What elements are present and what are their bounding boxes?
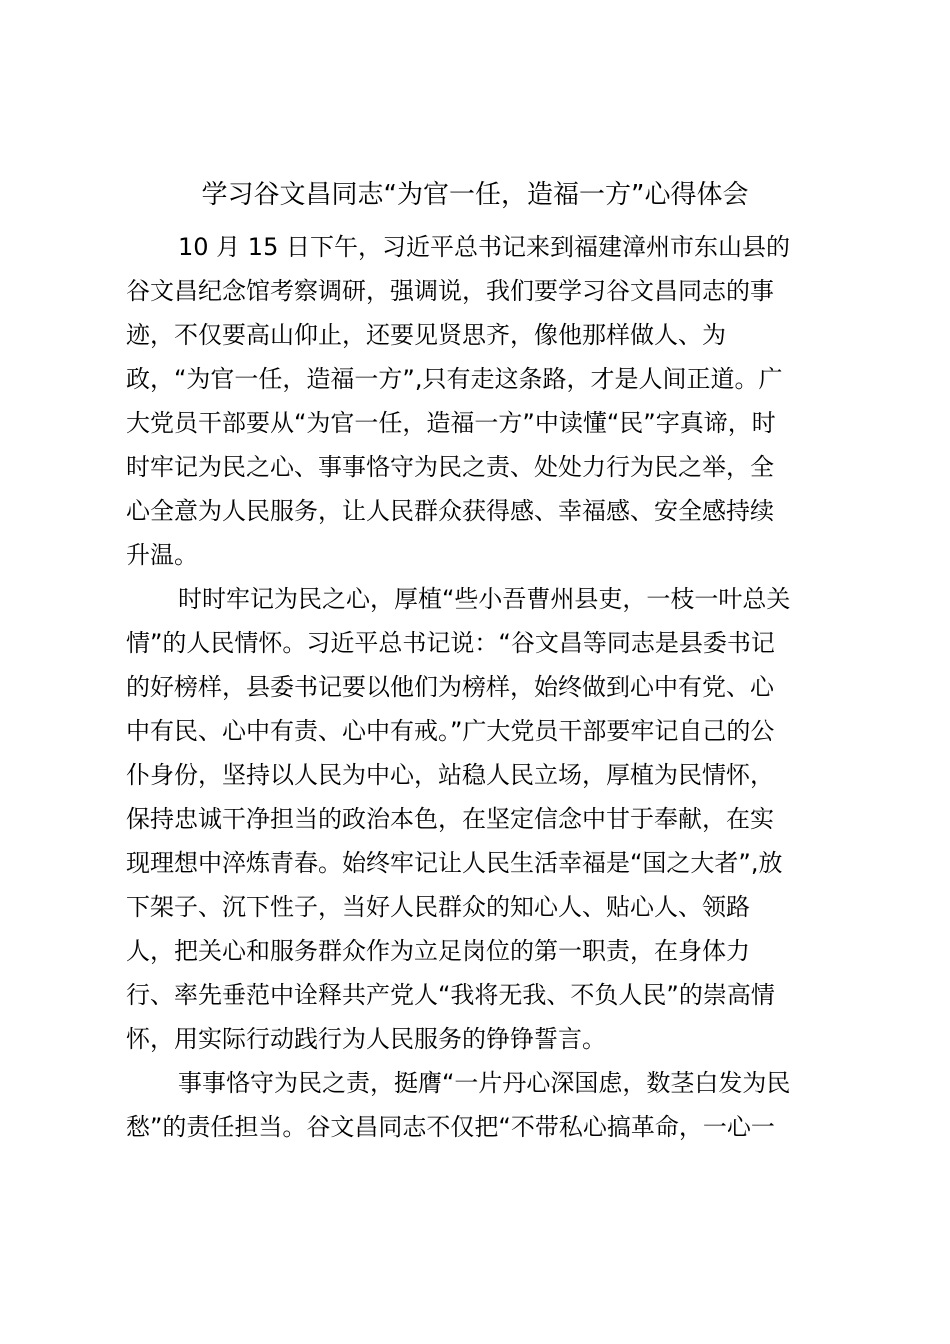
paragraph-2-line-8: 下架子、沉下性子，当好人民群众的知心人、贴心人、领路: [126, 893, 750, 921]
paragraph-3-line-1: 事事恪守为民之责，挺膺“一片丹心深国虑，数茎白发为民: [178, 1069, 791, 1097]
paragraph-2-line-1: 时时牢记为民之心，厚植“些小吾曹州县吏，一枝一叶总关: [178, 585, 791, 613]
paragraph-1-line-7: 心全意为人民服务，让人民群众获得感、幸福感、安全感持续: [126, 497, 774, 525]
paragraph-1-line-4: 政，“为官一任，造福一方”,只有走这条路，才是人间正道。广: [126, 365, 783, 393]
document-title: 学习谷文昌同志“为官一任，造福一方”心得体会: [201, 180, 749, 210]
paragraph-2-line-7: 现理想中淬炼青春。始终牢记让人民生活幸福是“国之大者”,放: [126, 849, 783, 877]
paragraph-2-line-11: 怀，用实际行动践行为人民服务的铮铮誓言。: [126, 1025, 606, 1053]
paragraph-2-line-9: 人，把关心和服务群众作为立足岗位的第一职责，在身体力: [126, 937, 750, 965]
paragraph-2-line-5: 仆身份，坚持以人民为中心，站稳人民立场，厚植为民情怀，: [126, 761, 774, 789]
paragraph-1-line-2: 谷文昌纪念馆考察调研，强调说，我们要学习谷文昌同志的事: [126, 277, 774, 305]
paragraph-1-line-6: 时牢记为民之心、事事恪守为民之责、处处力行为民之举，全: [126, 453, 774, 481]
paragraph-3-line-2: 愁”的责任担当。谷文昌同志不仅把“不带私心搞革命，一心一: [126, 1113, 775, 1141]
paragraph-2-line-10: 行、率先垂范中诠释共产党人“我将无我、不负人民”的崇高情: [126, 981, 775, 1009]
paragraph-1-line-5: 大党员干部要从“为官一任，造福一方”中读懂“民”字真谛，时: [126, 409, 776, 437]
paragraph-2-line-4: 中有民、心中有责、心中有戒。”广大党员干部要牢记自己的公: [126, 717, 775, 745]
paragraph-1-line-8: 升温。: [126, 541, 198, 569]
paragraph-1-line-1: 10 月 15 日下午，习近平总书记来到福建漳州市东山县的: [178, 233, 790, 261]
paragraph-1-line-3: 迹，不仅要高山仰止，还要见贤思齐，像他那样做人、为: [126, 321, 726, 349]
paragraph-2-line-3: 的好榜样，县委书记要以他们为榜样，始终做到心中有党、心: [126, 673, 774, 701]
paragraph-2-line-2: 情”的人民情怀。习近平总书记说：“谷文昌等同志是县委书记: [126, 629, 775, 657]
paragraph-2-line-6: 保持忠诚干净担当的政治本色，在坚定信念中甘于奉献，在实: [126, 805, 774, 833]
document-body: [126, 225, 836, 1149]
